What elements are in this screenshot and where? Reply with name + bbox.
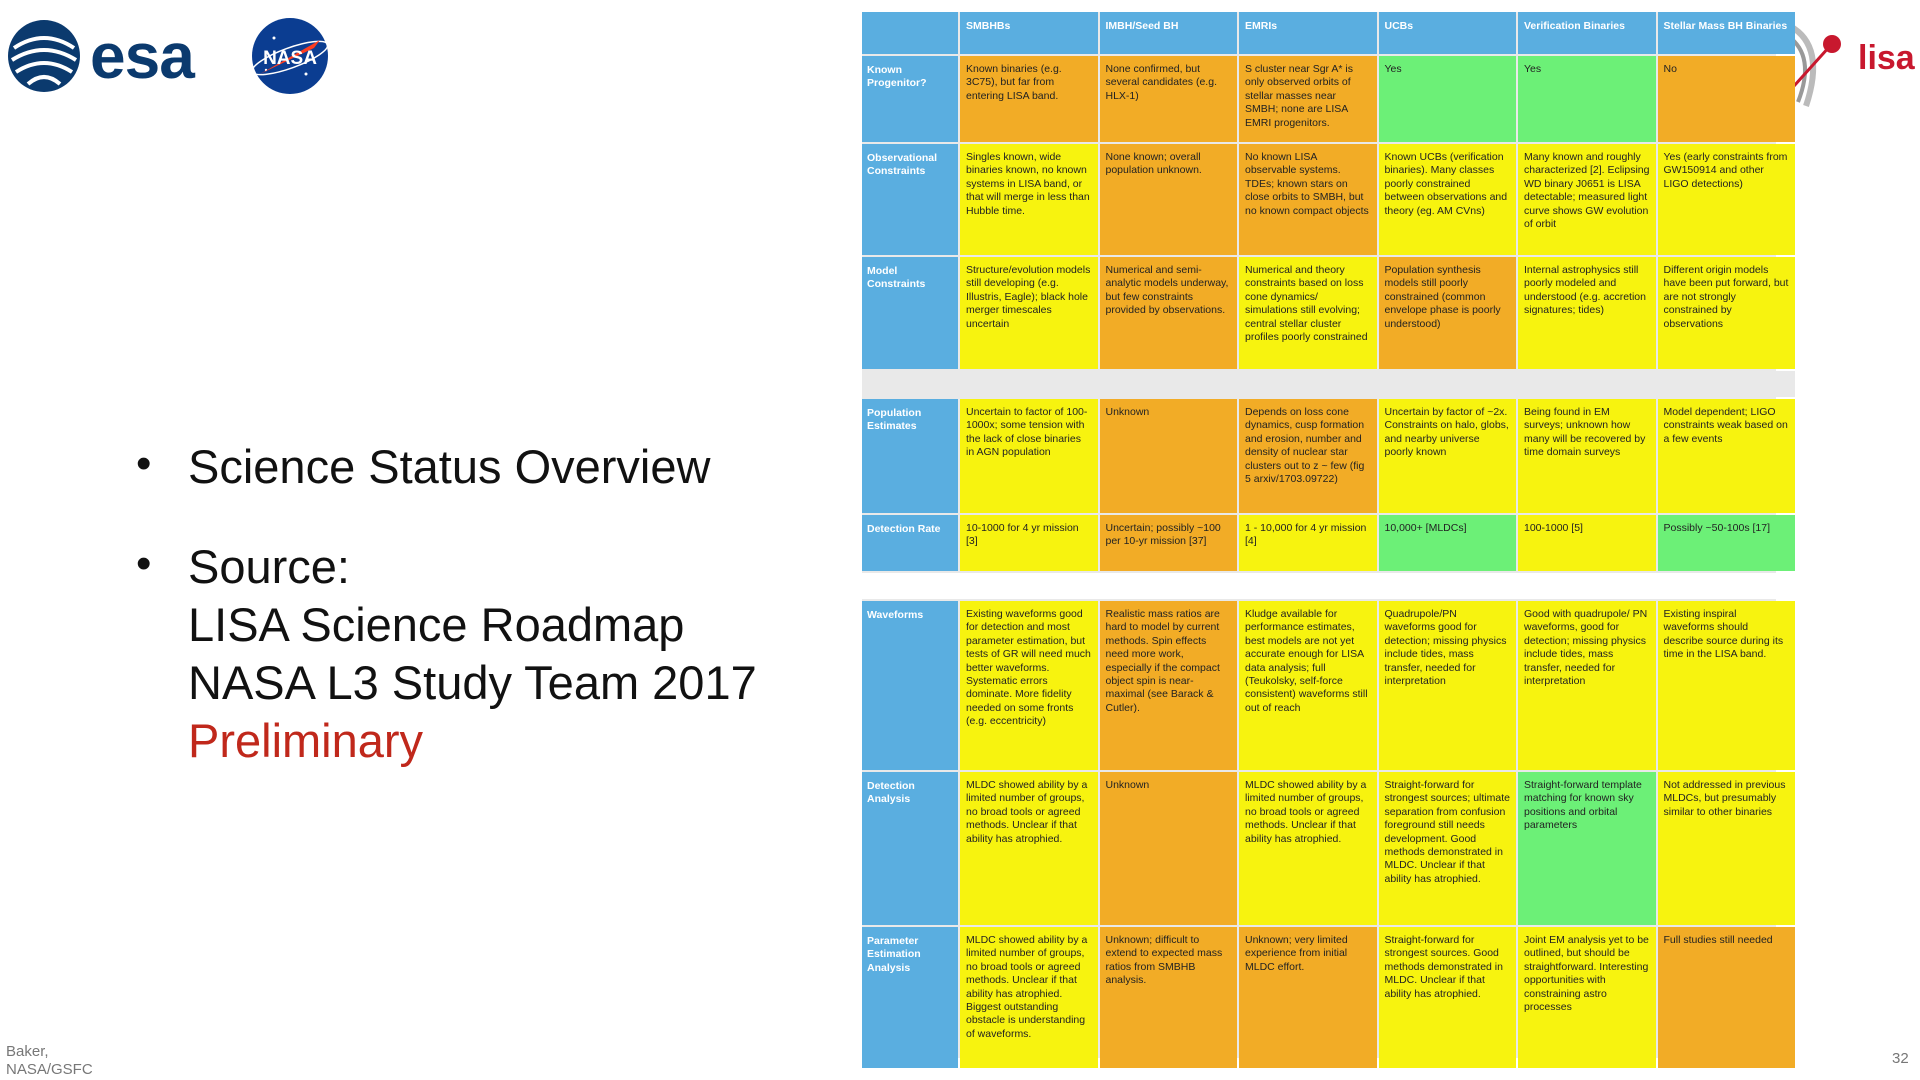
table-cell: Yes (1518, 56, 1656, 142)
esa-logo (6, 16, 218, 96)
table-cell: Depends on loss cone dynamics, cusp formation and erosion, number and density of nuclear star clusters out to z ~ few (fig 5 arxiv/1703.09722) (1239, 399, 1377, 513)
lisa-emblem-icon (1786, 16, 1856, 116)
table-cell: No known LISA observable systems. TDEs; known stars on close orbits to SMBH, but no known compact objects (1239, 144, 1377, 255)
table-corner-cell (862, 12, 958, 54)
bullet-dot-icon: • (136, 539, 152, 588)
table-cell: Population synthesis models still poorly constrained (common envelope phase is poorly understood) (1379, 257, 1517, 369)
esa-globe-icon (6, 18, 82, 94)
table-row-header: Model Constraints (862, 257, 958, 369)
nasa-logo (244, 16, 336, 96)
table-row-header: Detection Rate (862, 515, 958, 571)
table-cell: Full studies still needed (1658, 927, 1796, 1068)
esa-wordmark: esa (90, 20, 194, 92)
table-row-header: Parameter Estimation Analysis (862, 927, 958, 1068)
table-cell: Internal astrophysics still poorly modeled and understood (e.g. accretion signatures; tides) (1518, 257, 1656, 369)
table-column-header: IMBH/Seed BH (1100, 12, 1238, 54)
table-column-header: UCBs (1379, 12, 1517, 54)
table-cell: Possibly ~50-100s [17] (1658, 515, 1796, 571)
table-cell: Not addressed in previous MLDCs, but presumably similar to other binaries (1658, 772, 1796, 925)
table-column-header: Verification Binaries (1518, 12, 1656, 54)
table-cell: Joint EM analysis yet to be outlined, but should be straightforward. Interesting opportunities with constraining astro processes (1518, 927, 1656, 1068)
lisa-logo (1786, 16, 1920, 116)
table-row-header: Observational Constraints (862, 144, 958, 255)
table-separator-row (862, 371, 1795, 397)
bullet-dot-icon: • (136, 439, 152, 488)
table-column-header: Stellar Mass BH Binaries (1658, 12, 1796, 54)
table-cell: Uncertain to factor of 100-1000x; some tension with the lack of close binaries in AGN population (960, 399, 1098, 513)
footer-author (6, 1043, 93, 1079)
table-cell: Yes (1379, 56, 1517, 142)
table-cell: Existing inspiral waveforms should describe source during its time in the LISA band. (1658, 601, 1796, 770)
table-column-header: SMBHBs (960, 12, 1098, 54)
table-cell: None known; overall population unknown. (1100, 144, 1238, 255)
table-cell: Known binaries (e.g. 3C75), but far from entering LISA band. (960, 56, 1098, 142)
nasa-meatball-icon (244, 16, 336, 96)
table-cell: Yes (early constraints from GW150914 and other LIGO detections) (1658, 144, 1796, 255)
table-cell: Straight-forward for strongest sources; ultimate separation from confusion foreground still needs development. Good methods demonstrated in MLDC. Unclear if that ability has atrophied. (1379, 772, 1517, 925)
table-cell: MLDC showed ability by a limited number of groups, no broad tools or agreed methods. Unclear if that ability has atrophied. (1239, 772, 1377, 925)
page-number: 32 (1892, 1050, 1909, 1067)
table-row-header: Known Progenitor? (862, 56, 958, 142)
table-cell: Unknown (1100, 399, 1238, 513)
author-name: Baker, (6, 1043, 49, 1060)
table-cell: Singles known, wide binaries known, no known systems in LISA band, or that will merge in less than Hubble time. (960, 144, 1098, 255)
bullet-line: Science Status Overview (188, 440, 711, 493)
table-cell: S cluster near Sgr A* is only observed orbits of stellar masses near SMBH; none are LISA EMRI progenitors. (1239, 56, 1377, 142)
table-cell: Kludge available for performance estimates, best models are not yet accurate enough for LISA data analysis; full (Teukolsky, self-force consistent) waveforms still out of reach (1239, 601, 1377, 770)
table-cell: Numerical and semi-analytic models underway, but few constraints provided by observations. (1100, 257, 1238, 369)
table-cell: Known UCBs (verification binaries). Many classes poorly constrained between observations and theory (eg. AM CVns) (1379, 144, 1517, 255)
table-cell: No (1658, 56, 1796, 142)
table-cell: Being found in EM surveys; unknown how many will be recovered by time domain surveys (1518, 399, 1656, 513)
table-cell: Many known and roughly characterized [2]. Eclipsing WD binary J0651 is LISA detectable; measured light curve shows GW evolution of orbit (1518, 144, 1656, 255)
bullet-list (136, 438, 776, 812)
table-row-header: Population Estimates (862, 399, 958, 513)
table-column-header: EMRIs (1239, 12, 1377, 54)
table-cell: Unknown; very limited experience from initial MLDC effort. (1239, 927, 1377, 1068)
nasa-wordmark: NASA (263, 48, 317, 69)
table-cell: MLDC showed ability by a limited number of groups, no broad tools or agreed methods. Unclear if that ability has atrophied. Biggest outstanding obstacle is understanding of waveforms. (960, 927, 1098, 1068)
bullet-line: Source: (188, 540, 350, 593)
lisa-wordmark: lisa (1858, 39, 1915, 77)
bullet-item (136, 538, 776, 770)
table-cell: Model dependent; LIGO constraints weak based on a few events (1658, 399, 1796, 513)
table-cell: Unknown; difficult to extend to expected mass ratios from SMBHB analysis. (1100, 927, 1238, 1068)
author-affiliation: NASA/GSFC (6, 1061, 93, 1078)
table-cell: Quadrupole/PN waveforms good for detection; missing physics include tides, mass transfer, needed for interpretation (1379, 601, 1517, 770)
table-cell: Unknown (1100, 772, 1238, 925)
table-cell: Existing waveforms good for detection and most parameter estimation, but tests of GR will need much better waveforms. Systematic errors dominate. More fidelity needed on some fronts (e.g. eccentricity) (960, 601, 1098, 770)
table-cell: MLDC showed ability by a limited number of groups, no broad tools or agreed methods. Unclear if that ability has atrophied. (960, 772, 1098, 925)
table-cell: Straight-forward for strongest sources. Good methods demonstrated in MLDC. Unclear if that ability has atrophied. (1379, 927, 1517, 1068)
table-cell: 10,000+ [MLDCs] (1379, 515, 1517, 571)
table-cell: Uncertain; possibly ~100 per 10-yr mission [37] (1100, 515, 1238, 571)
bullet-line: LISA Science Roadmap (188, 598, 685, 651)
table-row-header: Waveforms (862, 601, 958, 770)
table-cell: Different origin models have been put forward, but are not strongly constrained by observations (1658, 257, 1796, 369)
table-separator-row (862, 573, 1795, 599)
table-cell: Structure/evolution models still developing (e.g. Illustris, Eagle); black hole merger timescales uncertain (960, 257, 1098, 369)
table-cell: Uncertain by factor of ~2x. Constraints on halo, globs, and nearby universe poorly known (1379, 399, 1517, 513)
table-cell: Realistic mass ratios are hard to model by current methods. Spin effects need more work, especially if the compact object spin is near-maximal (see Barack & Cutler). (1100, 601, 1238, 770)
table-cell: None confirmed, but several candidates (e.g. HLX-1) (1100, 56, 1238, 142)
table-row-header: Detection Analysis (862, 772, 958, 925)
bullet-line-preliminary: Preliminary (188, 714, 424, 767)
table-cell: Numerical and theory constraints based on loss cone dynamics/ simulations still evolving; central stellar cluster profiles poorly constrained (1239, 257, 1377, 369)
table-cell: 10-1000 for 4 yr mission [3] (960, 515, 1098, 571)
table-cell: Good with quadrupole/ PN waveforms, good for detection; missing physics include tides, mass transfer, needed for interpretation (1518, 601, 1656, 770)
bullet-line: NASA L3 Study Team 2017 (188, 656, 757, 709)
science-status-table (862, 12, 1789, 1058)
table-cell: 100-1000 [5] (1518, 515, 1656, 571)
table-cell: Straight-forward template matching for known sky positions and orbital parameters (1518, 772, 1656, 925)
table-cell: 1 - 10,000 for 4 yr mission [4] (1239, 515, 1377, 571)
bullet-item (136, 438, 776, 496)
